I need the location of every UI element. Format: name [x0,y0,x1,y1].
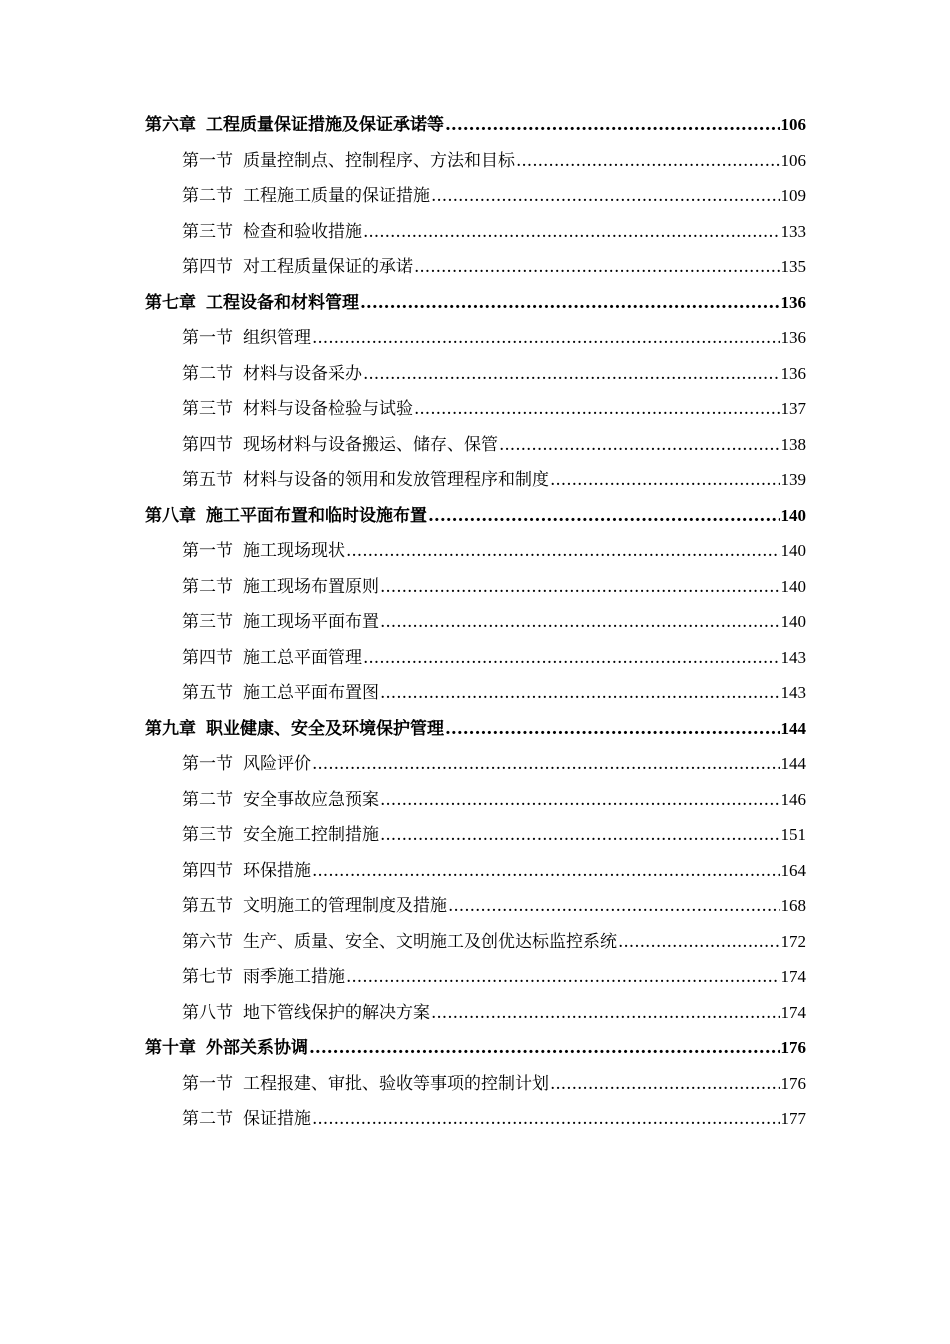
dot-leader [445,108,780,144]
page-number: 138 [780,434,806,454]
section-number: 第四节 [182,434,233,455]
dot-leader [499,428,780,464]
toc-section-entry[interactable] [145,533,806,569]
toc-section-entry[interactable] [145,959,806,995]
dot-leader [312,1102,780,1138]
dot-leader [431,996,780,1032]
section-number: 第四节 [182,860,233,881]
toc-chapter-entry[interactable] [145,1030,806,1066]
toc-section-entry[interactable] [145,214,806,250]
section-title: 安全施工控制措施 [243,825,379,845]
chapter-number: 第十章 [145,1038,196,1058]
dot-leader [346,534,780,570]
section-number: 第二节 [182,789,233,810]
section-title: 施工现场现状 [243,541,345,561]
toc-section-entry[interactable] [145,604,806,640]
page-number: 106 [780,150,806,170]
page-number: 106 [780,115,806,134]
section-number: 第一节 [182,754,233,774]
page-number: 144 [780,754,806,773]
dot-leader [380,570,780,606]
dot-leader [346,960,780,996]
section-title: 施工总平面管理 [243,647,362,668]
page-number: 164 [780,860,806,880]
toc-section-entry[interactable] [145,675,806,711]
section-title: 工程施工质量的保证措施 [243,186,430,206]
section-number: 第七节 [182,967,233,987]
dot-leader [448,889,780,925]
toc-chapter-entry[interactable] [145,107,806,143]
dot-leader [363,357,780,393]
section-number: 第三节 [182,825,233,845]
toc-section-entry[interactable] [145,356,806,392]
page-number: 139 [780,470,806,489]
section-title: 现场材料与设备搬运、储存、保管 [243,434,498,455]
chapter-number: 第九章 [145,718,196,739]
section-title: 组织管理 [243,328,311,348]
section-number: 第二节 [182,363,233,384]
toc-section-entry[interactable] [145,640,806,676]
section-title: 材料与设备检验与试验 [243,399,413,419]
page-number: 136 [780,328,806,347]
toc-section-entry[interactable] [145,782,806,818]
toc-section-entry[interactable] [145,569,806,605]
page-number: 144 [780,718,806,738]
section-title: 地下管线保护的解决方案 [243,1002,430,1023]
section-title: 风险评价 [243,754,311,774]
chapter-title: 外部关系协调 [206,1038,308,1058]
section-number: 第一节 [182,541,233,561]
page-number: 172 [780,931,806,951]
dot-leader [309,1031,780,1067]
dot-leader [550,1067,780,1103]
dot-leader [360,286,780,322]
page-number: 174 [780,967,806,986]
toc-section-entry[interactable] [145,853,806,889]
section-title: 生产、质量、安全、文明施工及创优达标监控系统 [243,931,617,952]
chapter-title: 工程质量保证措施及保证承诺等 [206,115,444,135]
section-title: 材料与设备采办 [243,363,362,384]
dot-leader [363,641,780,677]
section-number: 第一节 [182,328,233,348]
dot-leader [431,179,780,215]
table-of-contents [145,107,806,1137]
page-number: 140 [780,576,806,596]
toc-chapter-entry[interactable] [145,498,806,534]
section-number: 第五节 [182,896,233,916]
page-number: 140 [780,541,806,560]
chapter-title: 职业健康、安全及环境保护管理 [206,718,444,739]
page-number: 168 [780,896,806,915]
section-number: 第一节 [182,1073,233,1094]
toc-section-entry[interactable] [145,1101,806,1137]
dot-leader [312,854,780,890]
section-title: 对工程质量保证的承诺 [243,257,413,277]
section-title: 施工现场平面布置 [243,612,379,632]
toc-section-entry[interactable] [145,320,806,356]
toc-section-entry[interactable] [145,995,806,1031]
dot-leader [516,144,780,180]
section-title: 安全事故应急预案 [243,789,379,810]
page-number: 109 [780,186,806,205]
toc-section-entry[interactable] [145,462,806,498]
section-number: 第一节 [182,150,233,171]
toc-chapter-entry[interactable] [145,285,806,321]
section-number: 第八节 [182,1002,233,1023]
section-title: 施工总平面布置图 [243,683,379,703]
chapter-number: 第六章 [145,115,196,135]
toc-section-entry[interactable] [145,746,806,782]
page-number: 133 [780,221,806,241]
page-number: 174 [780,1002,806,1022]
dot-leader [312,321,780,357]
chapter-title: 施工平面布置和临时设施布置 [206,505,427,526]
toc-section-entry[interactable] [145,427,806,463]
page-number: 137 [780,399,806,418]
dot-leader [414,250,780,286]
section-number: 第二节 [182,576,233,597]
section-title: 工程报建、审批、验收等事项的控制计划 [243,1073,549,1094]
section-number: 第五节 [182,683,233,703]
dot-leader [445,712,780,748]
toc-section-entry[interactable] [145,143,806,179]
section-title: 文明施工的管理制度及措施 [243,896,447,916]
dot-leader [363,215,780,251]
toc-section-entry[interactable] [145,888,806,924]
dot-leader [380,783,780,819]
toc-section-entry[interactable] [145,391,806,427]
page-number: 135 [780,257,806,276]
section-number: 第五节 [182,470,233,490]
section-title: 环保措施 [243,860,311,881]
section-title: 保证措施 [243,1109,311,1129]
page-number: 146 [780,789,806,809]
dot-leader [312,747,780,783]
section-title: 质量控制点、控制程序、方法和目标 [243,150,515,171]
section-number: 第二节 [182,1109,233,1129]
page-number: 177 [780,1109,806,1128]
chapter-title: 工程设备和材料管理 [206,292,359,313]
dot-leader [414,392,780,428]
section-number: 第六节 [182,931,233,952]
dot-leader [428,499,780,535]
section-number: 第三节 [182,221,233,242]
dot-leader [550,463,780,499]
page-number: 140 [780,505,806,525]
page-number: 143 [780,683,806,702]
page-number: 176 [780,1038,806,1057]
toc-section-entry[interactable] [145,1066,806,1102]
section-number: 第二节 [182,186,233,206]
toc-chapter-entry[interactable] [145,711,806,747]
page-number: 176 [780,1073,806,1093]
section-number: 第四节 [182,257,233,277]
toc-section-entry[interactable] [145,817,806,853]
page-number: 151 [780,825,806,844]
toc-section-entry[interactable] [145,924,806,960]
dot-leader [618,925,780,961]
chapter-number: 第八章 [145,505,196,526]
section-number: 第四节 [182,647,233,668]
toc-section-entry[interactable] [145,178,806,214]
section-title: 检查和验收措施 [243,221,362,242]
dot-leader [380,818,780,854]
dot-leader [380,605,780,641]
page-number: 140 [780,612,806,631]
section-number: 第三节 [182,612,233,632]
section-number: 第三节 [182,399,233,419]
page-number: 136 [780,363,806,383]
chapter-number: 第七章 [145,292,196,313]
section-title: 施工现场布置原则 [243,576,379,597]
dot-leader [380,676,780,712]
section-title: 材料与设备的领用和发放管理程序和制度 [243,470,549,490]
page-number: 136 [780,292,806,312]
toc-section-entry[interactable] [145,249,806,285]
page-number: 143 [780,647,806,667]
section-title: 雨季施工措施 [243,967,345,987]
